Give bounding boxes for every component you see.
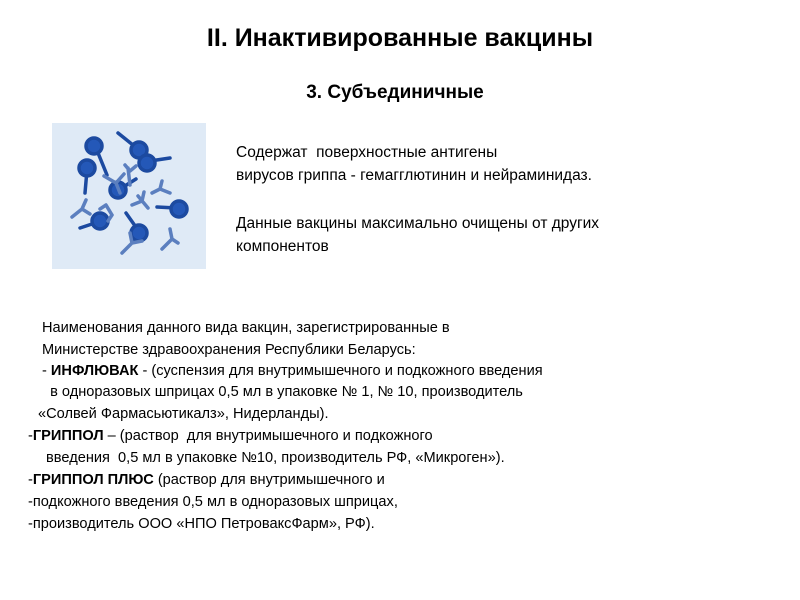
subunit-vaccine-illustration: [52, 123, 206, 269]
line-text: «Солвей Фармасьютикалз», Нидерланды).: [38, 406, 329, 422]
line-text: Наименования данного вида вакцин, зарегистрированные в: [42, 320, 450, 336]
description-line: вирусов гриппа - гемагглютинин и нейраминидаз.: [236, 167, 592, 184]
registered-line-grippol-plus: [28, 472, 385, 488]
description-line: Данные вакцины максимально очищены от других: [236, 215, 600, 232]
line-text: - (суспензия для внутримышечного и подкожного введения: [138, 363, 543, 379]
line-prefix: -: [28, 428, 33, 444]
line-text: в одноразовых шприцах 0,5 мл в упаковке № 1, № 10, производитель: [42, 384, 523, 400]
line-text: (раствор для внутримышечного и: [153, 472, 385, 488]
line-text: введения 0,5 мл в упаковке №10, производитель РФ, «Микроген»).: [42, 450, 505, 466]
registered-line: [28, 494, 398, 510]
description-line: Содержат поверхностные антигены: [236, 144, 498, 161]
line-prefix: -: [42, 363, 51, 379]
registered-line: [42, 384, 523, 400]
line-text: -подкожного введения 0,5 мл в одноразовых шприцах,: [28, 494, 398, 510]
line-text: – (раствор для внутримышечного и подкожного: [103, 428, 433, 444]
vaccine-name: ИНФЛЮВАК: [50, 363, 139, 379]
registered-line-influvac: [42, 363, 543, 379]
line-text: -производитель ООО «НПО ПетроваксФарм», РФ).: [28, 516, 375, 532]
vaccine-name: ГРИППОЛ: [32, 428, 104, 444]
registered-line-grippol: [28, 428, 433, 444]
registered-line: [42, 342, 416, 358]
slide-subtitle: 3. Субъединичные: [306, 82, 484, 103]
description-line: компонентов: [236, 238, 329, 255]
registered-line: [28, 516, 375, 532]
vaccine-name: ГРИППОЛ ПЛЮС: [32, 472, 154, 488]
registered-line: [42, 320, 450, 336]
registered-line: [42, 450, 505, 466]
line-prefix: -: [28, 472, 33, 488]
line-text: Министерстве здравоохранения Республики Беларусь:: [42, 342, 416, 358]
registered-line: [38, 406, 329, 422]
slide-title: II. Инактивированные вакцины: [206, 24, 594, 52]
